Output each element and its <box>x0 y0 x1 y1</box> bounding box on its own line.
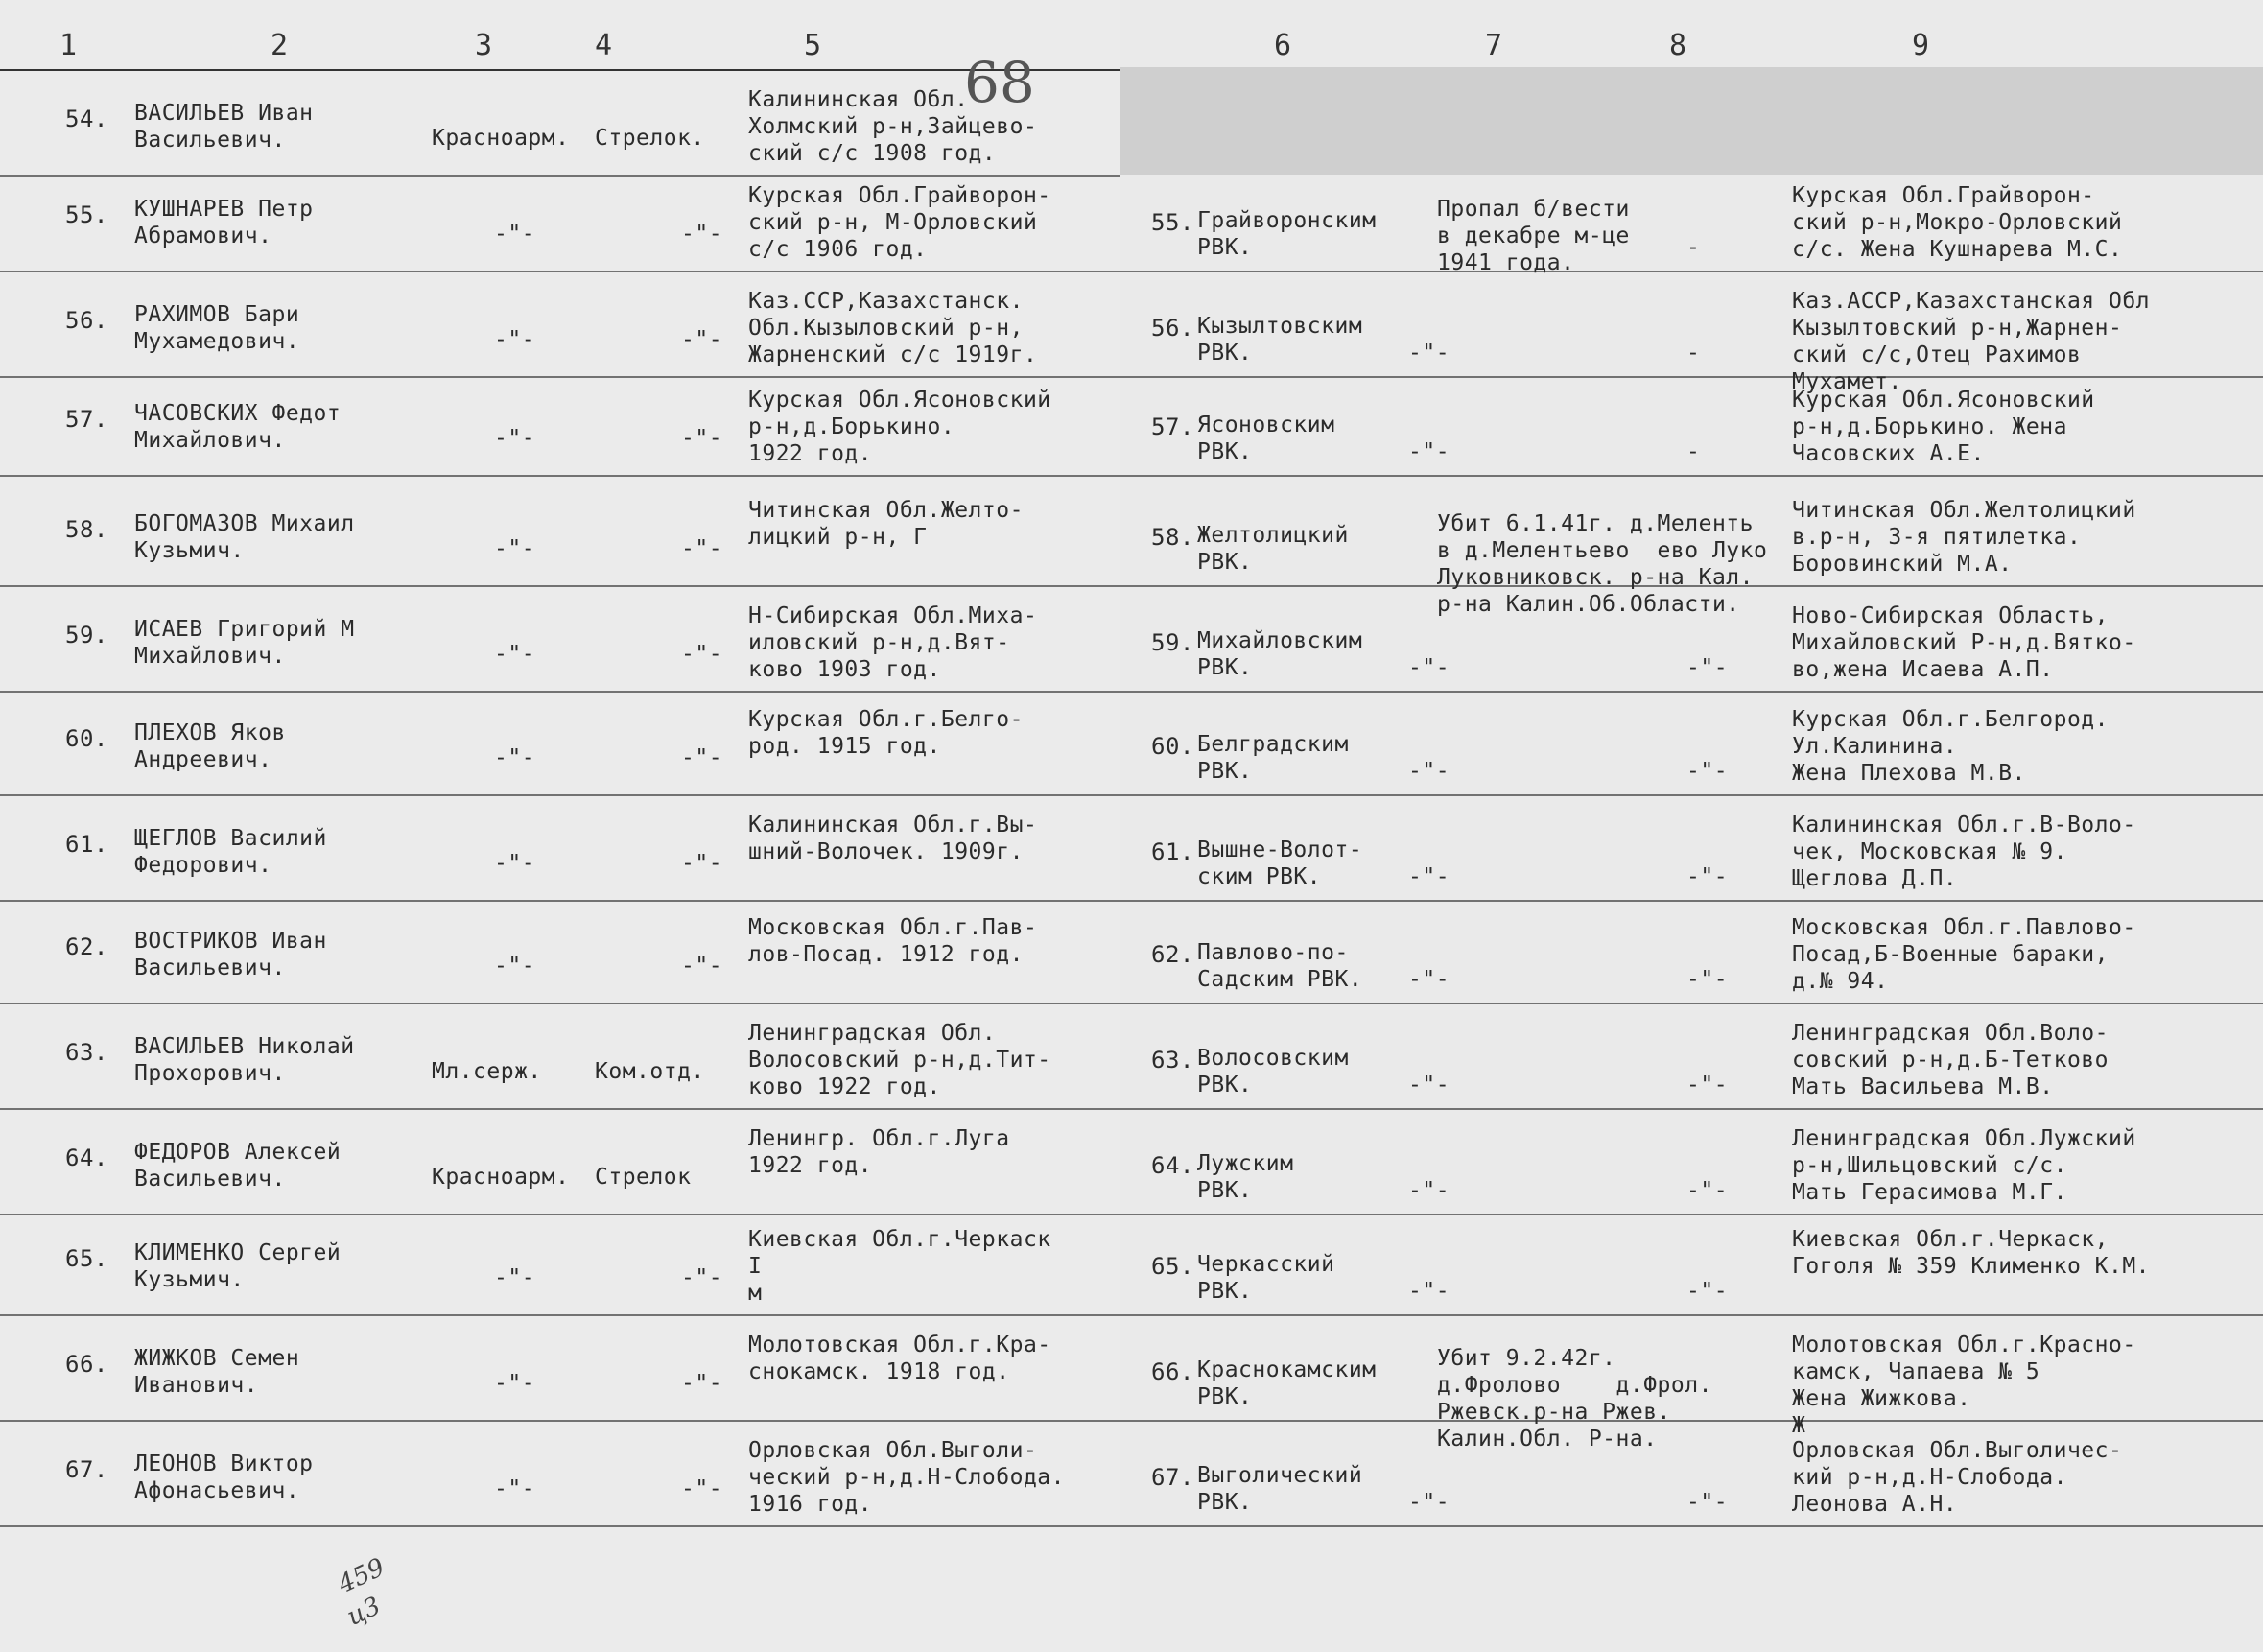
row-number: 65. <box>65 1245 108 1272</box>
birthplace-year-line: иловский р-н,д.Вят- <box>748 630 1010 655</box>
next-of-kin-address-line: Ленинградская Обл.Воло- <box>1792 1021 2109 1046</box>
fate-line: Ржевск.р-на Ржев. <box>1437 1400 1671 1425</box>
ditto-mark: -"- <box>1686 864 1729 889</box>
enlistment-office-line: РВК. <box>1197 550 1253 575</box>
birthplace-year-line: Ленинградская Обл. <box>748 1021 997 1046</box>
fate-line: Калин.Обл. Р-на. <box>1437 1427 1658 1451</box>
next-of-kin-address-line: ский с/с,Отец Рахимов <box>1792 342 2082 367</box>
left-page <box>0 0 1120 1652</box>
birthplace-year-line: Орловская Обл.Выголи- <box>748 1438 1038 1463</box>
soldier-post: -"- <box>681 851 723 876</box>
enlistment-office-line: РВК. <box>1197 1178 1253 1203</box>
soldier-post: -"- <box>681 642 723 667</box>
next-of-kin-address-line: с/с. Жена Кушнарева М.С. <box>1792 237 2123 262</box>
soldier-surname-name: БОГОМАЗОВ Михаил <box>134 511 355 536</box>
soldier-patronymic: Федорович. <box>134 853 272 878</box>
next-of-kin-address-line: Курская Обл.Грайворон- <box>1792 183 2095 208</box>
next-of-kin-address-line: Молотовская Обл.г.Красно- <box>1792 1333 2136 1357</box>
enlistment-office-line: Выголический <box>1197 1463 1363 1488</box>
margin-note-1: 459 <box>333 1552 389 1600</box>
enlistment-office-line: РВК. <box>1197 1490 1253 1515</box>
fate-line: в д.Мелентьево ево Луко <box>1437 538 1768 563</box>
fate-line: -"- <box>1408 655 1450 680</box>
fate-line: -"- <box>1408 967 1450 992</box>
soldier-post: Ком.отд. <box>595 1059 705 1084</box>
birthplace-year-line: Киевская Обл.г.Черкаск <box>748 1227 1051 1252</box>
row-divider <box>0 1214 1120 1215</box>
enlistment-office-line: Краснокамским <box>1197 1357 1377 1382</box>
row-number: 54. <box>65 106 108 132</box>
next-of-kin-address-line: Кызылтовский р-н,Жарнен- <box>1792 316 2123 341</box>
enlistment-office-line: РВК. <box>1197 1384 1253 1409</box>
next-of-kin-address-line: Боровинский М.А. <box>1792 552 2013 577</box>
enlistment-office-line: Павлово-по- <box>1197 940 1349 965</box>
soldier-patronymic: Кузьмич. <box>134 1267 245 1292</box>
fate-line: -"- <box>1408 341 1450 366</box>
fate-line: -"- <box>1408 439 1450 464</box>
enlistment-office-line: Лужским <box>1197 1151 1294 1176</box>
row-divider <box>1120 1314 2263 1316</box>
birthplace-year-line: лов-Посад. 1912 год. <box>748 942 1024 967</box>
birthplace-year-line: Ленингр. Обл.г.Луга <box>748 1126 1010 1151</box>
next-of-kin-address-line: кий р-н,д.Н-Слобода. <box>1792 1465 2067 1490</box>
enlistment-office-line: Грайворонским <box>1197 208 1377 233</box>
soldier-surname-name: ЛЕОНОВ Виктор <box>134 1451 314 1476</box>
soldier-rank: -"- <box>494 954 536 979</box>
row-number: 64. <box>1151 1152 1194 1179</box>
fate-line: р-на Калин.Об.Области. <box>1437 592 1740 617</box>
ditto-mark: -"- <box>1686 759 1729 784</box>
fate-line: -"- <box>1408 759 1450 784</box>
ditto-mark: -"- <box>1686 1279 1729 1304</box>
enlistment-office-line: РВК. <box>1197 439 1253 464</box>
birthplace-year-line: ково 1903 год. <box>748 657 941 682</box>
birthplace-year-line: ческий р-н,д.Н-Слобода. <box>748 1465 1065 1490</box>
soldier-surname-name: ЖИЖКОВ Семен <box>134 1346 300 1371</box>
column-header-7: 7 <box>1485 29 1503 62</box>
row-number: 62. <box>1151 941 1194 968</box>
birthplace-year-line: Московская Обл.г.Пав- <box>748 915 1038 940</box>
soldier-patronymic: Михайлович. <box>134 644 286 669</box>
row-number: 56. <box>65 307 108 334</box>
birthplace-year-line: Калининская Обл. <box>748 87 969 112</box>
soldier-surname-name: ЩЕГЛОВ Василий <box>134 826 327 851</box>
soldier-surname-name: ВАСИЛЬЕВ Николай <box>134 1034 355 1059</box>
row-divider <box>0 1003 1120 1004</box>
next-of-kin-address-line: Курская Обл.Ясоновский <box>1792 388 2095 413</box>
row-divider <box>0 1314 1120 1316</box>
soldier-post: -"- <box>681 222 723 247</box>
next-of-kin-address-line: Ленинградская Обл.Лужский <box>1792 1126 2136 1151</box>
row-divider <box>0 585 1120 587</box>
soldier-patronymic: Абрамович. <box>134 224 272 248</box>
ditto-mark: -"- <box>1686 1178 1729 1203</box>
soldier-surname-name: ИСАЕВ Григорий М <box>134 617 355 642</box>
enlistment-office-line: Желтолицкий <box>1197 523 1349 548</box>
soldier-rank: Красноарм. <box>432 126 570 151</box>
soldier-surname-name: КУШНАРЕВ Петр <box>134 197 314 222</box>
row-number: 61. <box>65 831 108 858</box>
row-divider <box>1120 1420 2263 1422</box>
birthplace-year-line: р-н,д.Борькино. <box>748 414 955 439</box>
fate-line: 1941 года. <box>1437 250 1575 275</box>
row-divider <box>0 475 1120 477</box>
enlistment-office-line: Садским РВК. <box>1197 967 1363 992</box>
birthplace-year-line: с/с 1906 год. <box>748 237 928 262</box>
row-number: 58. <box>65 516 108 543</box>
row-divider <box>1120 376 2263 378</box>
birthplace-year-line: род. 1915 год. <box>748 734 941 759</box>
birthplace-year-line: Молотовская Обл.г.Кра- <box>748 1333 1051 1357</box>
ditto-mark: -"- <box>1686 1073 1729 1097</box>
next-of-kin-address-line: Киевская Обл.г.Черкаск, <box>1792 1227 2109 1252</box>
blank-row-area <box>1120 67 2263 175</box>
next-of-kin-address-line: Мать Васильева М.В. <box>1792 1074 2054 1099</box>
enlistment-office-line: Михайловским <box>1197 628 1363 653</box>
next-of-kin-address-line: Жена Жижкова. <box>1792 1386 1971 1411</box>
birthplace-year-line: шний-Волочек. 1909г. <box>748 839 1024 864</box>
soldier-rank: -"- <box>494 851 536 876</box>
right-page <box>1120 0 2263 1652</box>
ditto-mark: -"- <box>1686 967 1729 992</box>
fate-line: -"- <box>1408 1178 1450 1203</box>
next-of-kin-address-line: Калининская Обл.г.В-Воло- <box>1792 813 2136 838</box>
birthplace-year-line: I <box>748 1254 763 1279</box>
soldier-surname-name: ВАСИЛЬЕВ Иван <box>134 101 314 126</box>
soldier-rank: -"- <box>494 327 536 352</box>
row-divider <box>1120 794 2263 796</box>
soldier-surname-name: ВОСТРИКОВ Иван <box>134 929 327 954</box>
next-of-kin-address-line: чек, Московская № 9. <box>1792 839 2067 864</box>
row-divider <box>0 1108 1120 1110</box>
row-divider <box>1120 1003 2263 1004</box>
row-divider <box>1120 900 2263 902</box>
next-of-kin-address-line: ский р-н,Мокро-Орловский <box>1792 210 2123 235</box>
birthplace-year-line: Читинская Обл.Желто- <box>748 498 1024 523</box>
birthplace-year-line: ский р-н, М-Орловский <box>748 210 1038 235</box>
row-number: 57. <box>65 406 108 433</box>
soldier-post: -"- <box>681 426 723 451</box>
next-of-kin-address-line: Ул.Калинина. <box>1792 734 1958 759</box>
column-header-8: 8 <box>1669 29 1687 62</box>
ditto-mark: -"- <box>1686 1490 1729 1515</box>
next-of-kin-address-line: Ж <box>1792 1413 1806 1438</box>
soldier-rank: -"- <box>494 1371 536 1396</box>
row-number: 56. <box>1151 315 1194 342</box>
column-header-1: 1 <box>59 29 78 62</box>
row-number: 62. <box>65 933 108 960</box>
row-divider <box>0 1525 1120 1527</box>
next-of-kin-address-line: камск, Чапаева № 5 <box>1792 1359 2040 1384</box>
enlistment-office-line: Вышне-Волот- <box>1197 838 1363 862</box>
row-number: 66. <box>65 1351 108 1378</box>
soldier-surname-name: ПЛЕХОВ Яков <box>134 720 286 745</box>
birthplace-year-line: Обл.Кызыловский р-н, <box>748 316 1024 341</box>
row-divider <box>1120 475 2263 477</box>
enlistment-office-line: РВК. <box>1197 655 1253 680</box>
enlistment-office-line: РВК. <box>1197 1279 1253 1304</box>
soldier-post: Стрелок <box>595 1165 692 1190</box>
row-number: 63. <box>65 1039 108 1066</box>
soldier-patronymic: Михайлович. <box>134 428 286 453</box>
next-of-kin-address-line: Леонова А.Н. <box>1792 1492 1958 1517</box>
soldier-surname-name: КЛИМЕНКО Сергей <box>134 1240 342 1265</box>
margin-note-2: ц3 <box>342 1592 386 1632</box>
ditto-mark: - <box>1686 235 1701 260</box>
birthplace-year-line: 1922 год. <box>748 441 873 466</box>
next-of-kin-address-line: Читинская Обл.Желтолицкий <box>1792 498 2136 523</box>
soldier-surname-name: ФЕДОРОВ Алексей <box>134 1140 342 1165</box>
row-number: 64. <box>65 1145 108 1171</box>
fate-line: -"- <box>1408 1490 1450 1515</box>
row-number: 59. <box>1151 629 1194 656</box>
birthplace-year-line: Волосовский р-н,д.Тит- <box>748 1048 1051 1073</box>
enlistment-office-line: РВК. <box>1197 235 1253 260</box>
birthplace-year-line: Каз.ССР,Казахстанск. <box>748 289 1024 314</box>
column-header-3: 3 <box>475 29 493 62</box>
birthplace-year-line: Холмский р-н,Зайцево- <box>748 114 1038 139</box>
row-number: 55. <box>1151 209 1194 236</box>
soldier-patronymic: Васильевич. <box>134 1167 286 1192</box>
row-divider <box>1120 1108 2263 1110</box>
row-divider <box>0 376 1120 378</box>
row-divider <box>1120 1214 2263 1215</box>
column-header-2: 2 <box>271 29 289 62</box>
soldier-rank: -"- <box>494 1265 536 1290</box>
soldier-rank: -"- <box>494 222 536 247</box>
soldier-patronymic: Васильевич. <box>134 128 286 153</box>
row-divider <box>1120 1525 2263 1527</box>
birthplace-year-line: ский с/с 1908 год. <box>748 141 997 166</box>
ditto-mark: - <box>1686 439 1701 464</box>
birthplace-year-line: лицкий р-н, Г <box>748 525 928 550</box>
fate-line: -"- <box>1408 1279 1450 1304</box>
next-of-kin-address-line: р-н,д.Борькино. Жена <box>1792 414 2067 439</box>
column-header-6: 6 <box>1274 29 1292 62</box>
soldier-patronymic: Иванович. <box>134 1373 259 1398</box>
row-divider <box>1120 271 2263 272</box>
next-of-kin-address-line: во,жена Исаева А.П. <box>1792 657 2054 682</box>
next-of-kin-address-line: р-н,Шильцовский с/с. <box>1792 1153 2067 1178</box>
birthplace-year-line: Курская Обл.Ясоновский <box>748 388 1051 413</box>
soldier-post: -"- <box>681 1265 723 1290</box>
row-divider <box>0 1420 1120 1422</box>
next-of-kin-address-line: Курская Обл.г.Белгород. <box>1792 707 2109 732</box>
soldier-patronymic: Мухамедович. <box>134 329 300 354</box>
column-header-5: 5 <box>804 29 822 62</box>
row-divider <box>1120 691 2263 693</box>
soldier-post: -"- <box>681 327 723 352</box>
next-of-kin-address-line: Гоголя № 359 Клименко К.М. <box>1792 1254 2151 1279</box>
fate-line: д.Фролово д.Фрол. <box>1437 1373 1712 1398</box>
soldier-patronymic: Прохорович. <box>134 1061 286 1086</box>
column-header-4: 4 <box>595 29 613 62</box>
birthplace-year-line: Калининская Обл.г.Вы- <box>748 813 1038 838</box>
stamp-number: 68 <box>964 50 1035 115</box>
soldier-post: -"- <box>681 536 723 561</box>
row-divider <box>0 271 1120 272</box>
birthplace-year-line: Н-Сибирская Обл.Миха- <box>748 603 1038 628</box>
soldier-rank: -"- <box>494 1476 536 1501</box>
next-of-kin-address-line: д.№ 94. <box>1792 969 1889 994</box>
row-divider <box>0 794 1120 796</box>
next-of-kin-address-line: Жена Плехова М.В. <box>1792 761 2026 786</box>
row-number: 55. <box>65 201 108 228</box>
soldier-post: -"- <box>681 954 723 979</box>
birthplace-year-line: м <box>748 1281 763 1306</box>
soldier-post: -"- <box>681 1371 723 1396</box>
birthplace-year-line: Курская Обл.Грайворон- <box>748 183 1051 208</box>
next-of-kin-address-line: Щеглова Д.П. <box>1792 866 1958 891</box>
soldier-patronymic: Васильевич. <box>134 956 286 980</box>
soldier-surname-name: РАХИМОВ Бари <box>134 302 300 327</box>
soldier-rank: -"- <box>494 745 536 770</box>
ditto-mark: - <box>1686 341 1701 366</box>
row-number: 65. <box>1151 1253 1194 1280</box>
next-of-kin-address-line: совский р-н,д.Б-Тетково <box>1792 1048 2109 1073</box>
soldier-surname-name: ЧАСОВСКИХ Федот <box>134 401 342 426</box>
soldier-rank: -"- <box>494 536 536 561</box>
row-number: 60. <box>65 725 108 752</box>
soldier-rank: Красноарм. <box>432 1165 570 1190</box>
row-number: 59. <box>65 622 108 649</box>
soldier-patronymic: Андреевич. <box>134 747 272 772</box>
enlistment-office-line: ским РВК. <box>1197 864 1322 889</box>
birthplace-year-line: снокамск. 1918 год. <box>748 1359 1010 1384</box>
fate-line: Убит 6.1.41г. д.Меленть <box>1437 511 1754 536</box>
row-number: 57. <box>1151 413 1194 440</box>
row-number: 67. <box>65 1456 108 1483</box>
fate-line: Луковниковск. р-на Кал. <box>1437 565 1754 590</box>
next-of-kin-address-line: Посад,Б-Военные бараки, <box>1792 942 2109 967</box>
enlistment-office-line: РВК. <box>1197 759 1253 784</box>
next-of-kin-address-line: в.р-н, 3-я пятилетка. <box>1792 525 2082 550</box>
row-number: 60. <box>1151 733 1194 760</box>
soldier-rank: Мл.серж. <box>432 1059 542 1084</box>
row-divider <box>0 175 1120 177</box>
ditto-mark: -"- <box>1686 655 1729 680</box>
row-number: 58. <box>1151 524 1194 551</box>
birthplace-year-line: ково 1922 год. <box>748 1074 941 1099</box>
column-header-9: 9 <box>1912 29 1930 62</box>
next-of-kin-address-line: Орловская Обл.Выголичес- <box>1792 1438 2123 1463</box>
fate-line: -"- <box>1408 1073 1450 1097</box>
next-of-kin-address-line: Михайловский Р-н,д.Вятко- <box>1792 630 2136 655</box>
header-rule <box>0 69 1120 71</box>
enlistment-office-line: Ясоновским <box>1197 413 1335 437</box>
row-number: 67. <box>1151 1464 1194 1491</box>
next-of-kin-address-line: Мать Герасимова М.Г. <box>1792 1180 2067 1205</box>
birthplace-year-line: 1922 год. <box>748 1153 873 1178</box>
next-of-kin-address-line: Ново-Сибирская Область, <box>1792 603 2109 628</box>
birthplace-year-line: Курская Обл.г.Белго- <box>748 707 1024 732</box>
soldier-post: -"- <box>681 745 723 770</box>
birthplace-year-line: 1916 год. <box>748 1492 873 1517</box>
row-number: 61. <box>1151 838 1194 865</box>
enlistment-office-line: Волосовским <box>1197 1046 1349 1071</box>
enlistment-office-line: РВК. <box>1197 1073 1253 1097</box>
enlistment-office-line: Кызылтовским <box>1197 314 1363 339</box>
row-divider <box>0 900 1120 902</box>
fate-line: -"- <box>1408 864 1450 889</box>
fate-line: в декабре м-це <box>1437 224 1630 248</box>
soldier-post: -"- <box>681 1476 723 1501</box>
soldier-patronymic: Афонасьевич. <box>134 1478 300 1503</box>
soldier-post: Стрелок. <box>595 126 705 151</box>
fate-line: Пропал б/вести <box>1437 197 1630 222</box>
soldier-rank: -"- <box>494 642 536 667</box>
soldier-rank: -"- <box>494 426 536 451</box>
next-of-kin-address-line: Мухамет. <box>1792 369 1902 394</box>
fate-line: Убит 9.2.42г. <box>1437 1346 1616 1371</box>
row-divider <box>0 691 1120 693</box>
birthplace-year-line: Жарненский с/с 1919г. <box>748 342 1038 367</box>
next-of-kin-address-line: Каз.АССР,Казахстанская Обл <box>1792 289 2151 314</box>
row-number: 66. <box>1151 1358 1194 1385</box>
next-of-kin-address-line: Часовских А.Е. <box>1792 441 1985 466</box>
row-number: 63. <box>1151 1047 1194 1074</box>
soldier-patronymic: Кузьмич. <box>134 538 245 563</box>
enlistment-office-line: Белградским <box>1197 732 1349 757</box>
next-of-kin-address-line: Московская Обл.г.Павлово- <box>1792 915 2136 940</box>
enlistment-office-line: Черкасский <box>1197 1252 1335 1277</box>
enlistment-office-line: РВК. <box>1197 341 1253 366</box>
